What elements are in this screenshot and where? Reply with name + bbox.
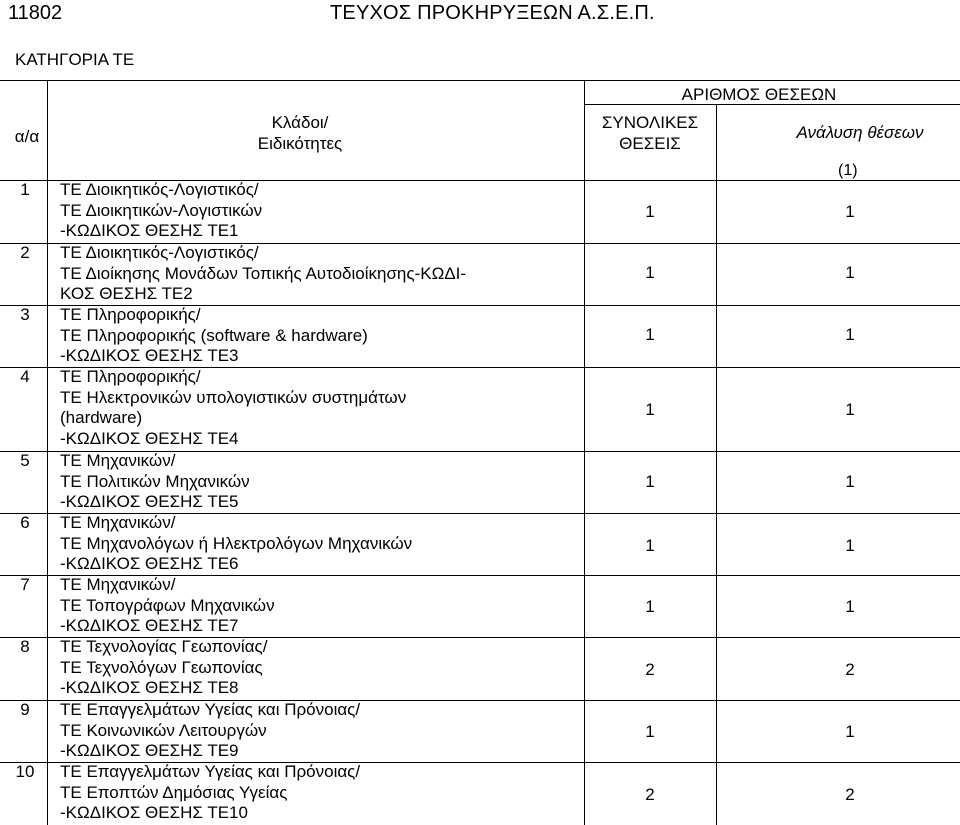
specialty-cell bbox=[60, 513, 580, 575]
table-row bbox=[0, 367, 960, 451]
header-breakdown-note: (1) bbox=[838, 162, 858, 179]
total-positions-cell: 1 bbox=[645, 472, 655, 491]
header-aa: α/α bbox=[14, 127, 40, 146]
breakdown-cell: 1 bbox=[845, 400, 855, 419]
row-number: 4 bbox=[20, 367, 30, 386]
specialty-cell bbox=[60, 367, 580, 449]
breakdown-cell: 1 bbox=[845, 722, 855, 741]
specialty-line: ΤΕ Πολιτικών Μηχανικών bbox=[60, 471, 250, 491]
specialty-line: ΚΟΣ ΘΕΣΗΣ ΤΕ2 bbox=[60, 284, 193, 303]
specialty-line: -ΚΩΔΙΚΟΣ ΘΕΣΗΣ ΤΕ4 bbox=[60, 428, 239, 448]
specialty-line: ΤΕ Μηχανικών/ bbox=[60, 451, 176, 470]
specialty-line: ΤΕ Διοικητικός-Λογιστικός/ bbox=[60, 243, 259, 262]
row-number: 9 bbox=[20, 700, 30, 719]
header-total-positions bbox=[584, 112, 716, 154]
journal-title: ΤΕΥΧΟΣ ΠΡΟΚΗΡΥΞΕΩΝ Α.Σ.Ε.Π. bbox=[330, 2, 655, 24]
row-number: 6 bbox=[20, 513, 30, 532]
total-positions-cell: 1 bbox=[645, 202, 655, 221]
total-positions-cell: 2 bbox=[645, 660, 655, 679]
specialty-line: -ΚΩΔΙΚΟΣ ΘΕΣΗΣ ΤΕ7 bbox=[60, 616, 239, 635]
table-row bbox=[0, 305, 960, 367]
specialty-line: ΤΕ Επαγγελμάτων Υγείας και Πρόνοιας/ bbox=[60, 762, 361, 781]
specialty-line: ΤΕ Εποπτών Δημόσιας Υγείας bbox=[60, 782, 288, 802]
specialty-line: -ΚΩΔΙΚΟΣ ΘΕΣΗΣ ΤΕ5 bbox=[60, 492, 239, 511]
table-row bbox=[0, 575, 960, 637]
specialty-line: -ΚΩΔΙΚΟΣ ΘΕΣΗΣ ΤΕ9 bbox=[60, 741, 239, 760]
specialty-line: ΤΕ Ηλεκτρονικών υπολογιστικών συστημάτων bbox=[60, 387, 407, 407]
specialty-line: ΤΕ Μηχανικών/ bbox=[60, 575, 176, 594]
header-specialty bbox=[200, 112, 400, 154]
breakdown-cell: 1 bbox=[845, 202, 855, 221]
specialty-line: ΤΕ Πληροφορικής/ bbox=[60, 367, 201, 386]
specialty-cell bbox=[60, 700, 580, 762]
specialty-line: ΤΕ Τεχνολόγων Γεωπονίας bbox=[60, 657, 263, 677]
specialty-cell bbox=[60, 637, 580, 699]
row-number: 2 bbox=[20, 243, 30, 262]
breakdown-cell: 2 bbox=[845, 785, 855, 804]
specialty-line: ΤΕ Μηχανολόγων ή Ηλεκτρολόγων Μηχανικών bbox=[60, 533, 413, 553]
specialty-cell bbox=[60, 180, 580, 242]
header-total-line1: ΣΥΝΟΛΙΚΕΣ bbox=[601, 113, 699, 132]
page-number: 11802 bbox=[8, 2, 63, 24]
table-row bbox=[0, 700, 960, 762]
specialty-cell bbox=[60, 243, 580, 305]
specialty-line: ΤΕ Επαγγελμάτων Υγείας και Πρόνοιας/ bbox=[60, 700, 361, 719]
table-top-rule bbox=[0, 80, 960, 81]
specialty-line: ΤΕ Διοικητικών-Λογιστικών bbox=[60, 200, 263, 220]
specialty-cell bbox=[60, 451, 580, 513]
specialty-line: ΤΕ Τοπογράφων Μηχανικών bbox=[60, 595, 275, 615]
table-row bbox=[0, 637, 960, 700]
header-specialty-line1: Κλάδοι/ bbox=[271, 113, 329, 132]
table-row bbox=[0, 180, 960, 243]
breakdown-cell: 2 bbox=[845, 660, 855, 679]
breakdown-cell: 1 bbox=[845, 263, 855, 282]
total-positions-cell: 1 bbox=[645, 263, 655, 282]
specialty-line: ΤΕ Πληροφορικής (software & hardware) bbox=[60, 325, 368, 345]
header-specialty-line2: Ειδικότητες bbox=[257, 134, 343, 153]
specialty-line: ΤΕ Τεχνολογίας Γεωπονίας/ bbox=[60, 637, 268, 656]
specialty-line: -ΚΩΔΙΚΟΣ ΘΕΣΗΣ ΤΕ1 bbox=[60, 221, 239, 240]
specialty-cell bbox=[60, 575, 580, 637]
breakdown-cell: 1 bbox=[845, 536, 855, 555]
category-title: ΚΑΤΗΓΟΡΙΑ ΤΕ bbox=[15, 50, 135, 69]
total-positions-cell: 1 bbox=[645, 400, 655, 419]
breakdown-cell: 1 bbox=[845, 472, 855, 491]
specialty-line: ΤΕ Κοινωνικών Λειτουργών bbox=[60, 720, 267, 740]
specialty-cell bbox=[60, 305, 580, 367]
row-number: 10 bbox=[15, 762, 35, 781]
total-positions-cell: 1 bbox=[645, 325, 655, 344]
row-number: 3 bbox=[20, 305, 30, 324]
specialty-line: -ΚΩΔΙΚΟΣ ΘΕΣΗΣ ΤΕ8 bbox=[60, 678, 239, 697]
breakdown-cell: 1 bbox=[845, 325, 855, 344]
page-header bbox=[8, 2, 948, 30]
table-row bbox=[0, 451, 960, 513]
specialty-line: ΤΕ Διοικητικός-Λογιστικός/ bbox=[60, 180, 259, 199]
specialty-line: -ΚΩΔΙΚΟΣ ΘΕΣΗΣ ΤΕ6 bbox=[60, 554, 239, 573]
header-positions-number: ΑΡΙΘΜΟΣ ΘΕΣΕΩΝ bbox=[681, 85, 837, 104]
total-positions-cell: 1 bbox=[645, 536, 655, 555]
breakdown-cell: 1 bbox=[845, 597, 855, 616]
row-number: 5 bbox=[20, 451, 30, 470]
header-breakdown: Ανάλυση θέσεων bbox=[796, 123, 924, 142]
header-total-line2: ΘΕΣΕΙΣ bbox=[619, 134, 681, 153]
table-row bbox=[0, 243, 960, 305]
specialty-line: -ΚΩΔΙΚΟΣ ΘΕΣΗΣ ΤΕ10 bbox=[60, 803, 248, 822]
table-row bbox=[0, 762, 960, 825]
specialty-cell bbox=[60, 762, 580, 824]
table-row bbox=[0, 513, 960, 575]
total-positions-cell: 1 bbox=[645, 722, 655, 741]
specialty-line: ΤΕ Διοίκησης Μονάδων Τοπικής Αυτοδιοίκησης-ΚΩΔΙ- bbox=[60, 263, 467, 283]
row-number: 7 bbox=[20, 575, 30, 594]
total-positions-cell: 2 bbox=[645, 785, 655, 804]
specialty-line: -ΚΩΔΙΚΟΣ ΘΕΣΗΣ ΤΕ3 bbox=[60, 346, 239, 365]
specialty-line: (hardware) bbox=[60, 408, 143, 427]
row-number: 8 bbox=[20, 637, 30, 656]
specialty-line: ΤΕ Πληροφορικής/ bbox=[60, 305, 201, 324]
specialty-line: ΤΕ Μηχανικών/ bbox=[60, 513, 176, 532]
row-number: 1 bbox=[20, 180, 30, 199]
total-positions-cell: 1 bbox=[645, 597, 655, 616]
